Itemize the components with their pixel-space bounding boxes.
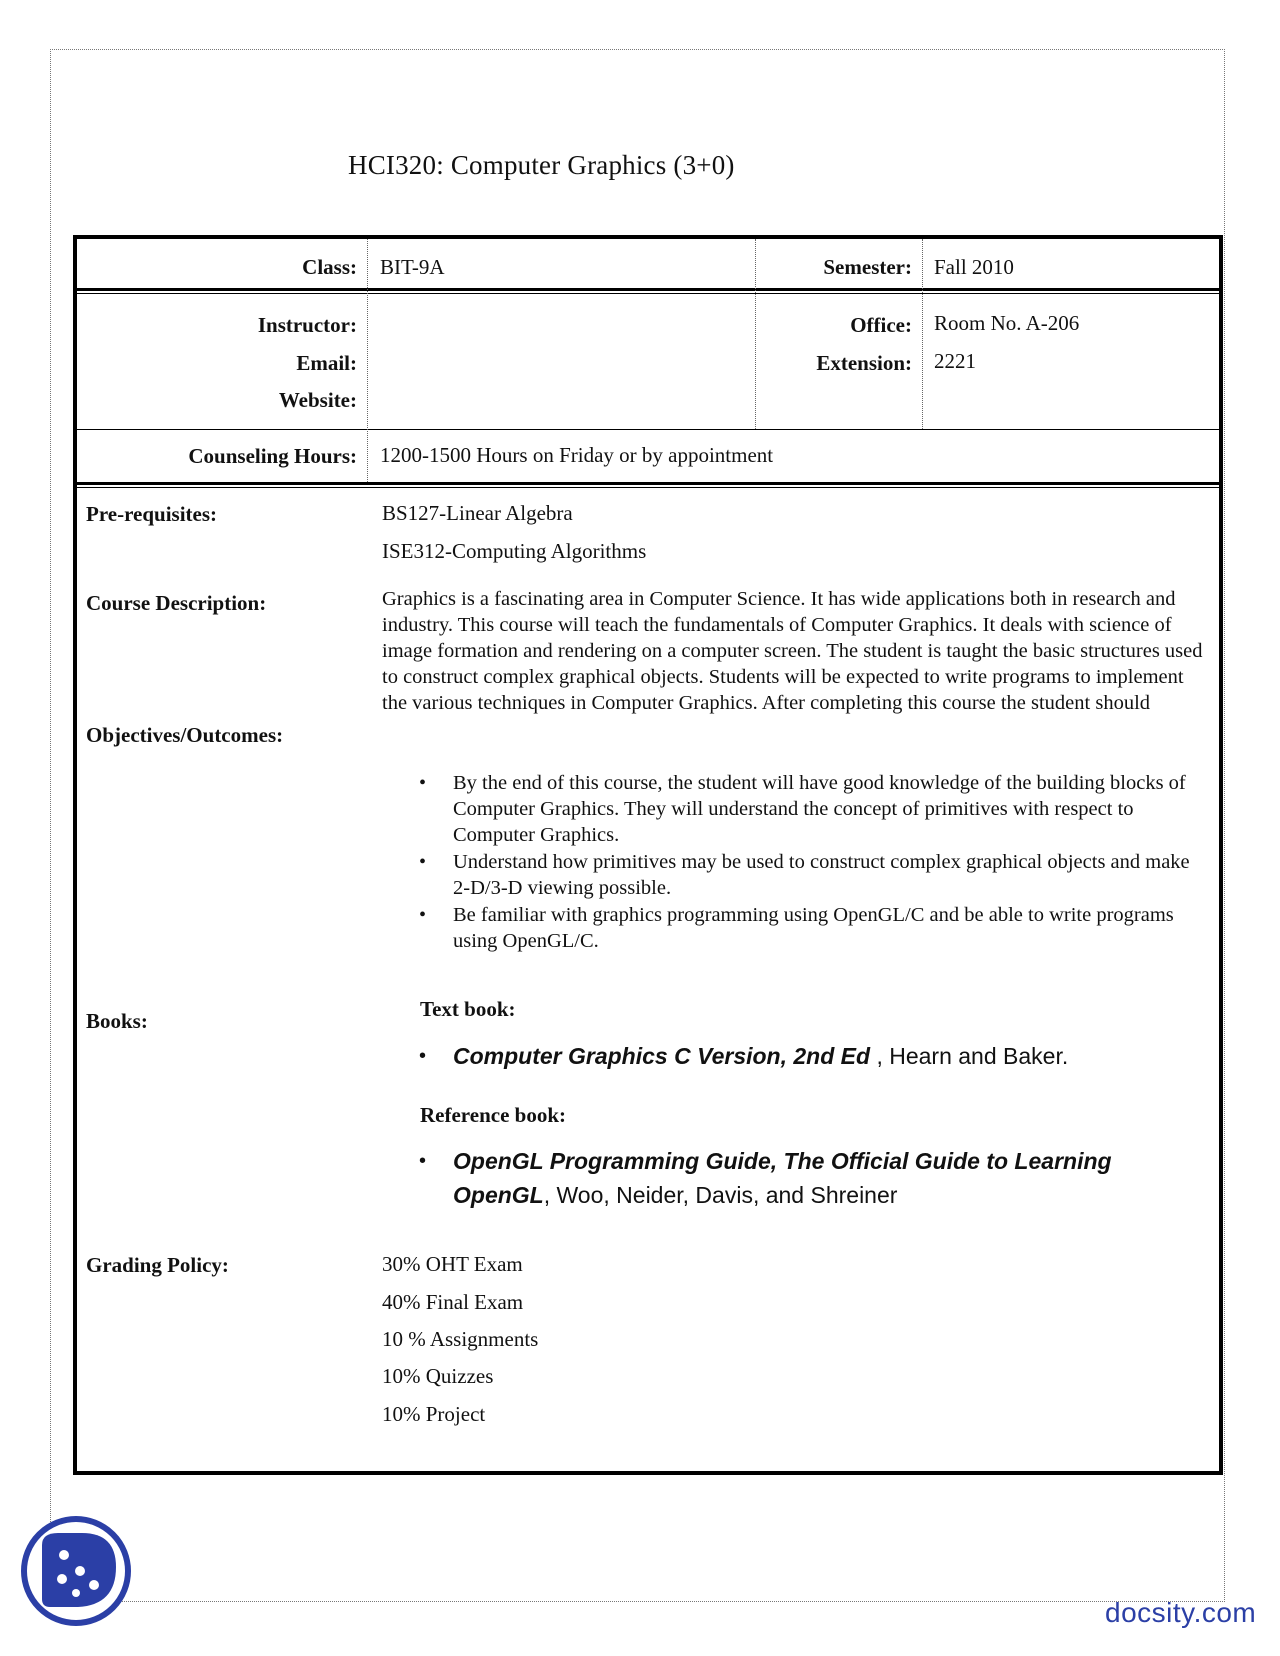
reference-book-label: Reference book:: [420, 1103, 566, 1127]
text-book-title: Computer Graphics C Version, 2nd Ed: [453, 1043, 871, 1069]
list-item: • Understand how primitives may be used to construct complex graphical objects and make 2-D/3-D viewing possible.: [417, 849, 1197, 901]
bullet-icon: •: [419, 1045, 427, 1067]
reference-book-entry: [417, 1144, 1197, 1212]
semester-value: Fall 2010: [934, 255, 1014, 279]
row-divider: [77, 288, 1219, 294]
reference-book-authors: , Woo, Neider, Davis, and Shreiner: [543, 1182, 898, 1208]
email-label: Email:: [296, 351, 357, 375]
counseling-value: 1200-1500 Hours on Friday or by appointment: [380, 443, 774, 467]
row-divider: [77, 482, 1219, 488]
text-book-authors: , Hearn and Baker.: [870, 1043, 1069, 1069]
office-value: Room No. A-206: [934, 311, 1080, 335]
text-book-label: Text book:: [420, 997, 516, 1021]
reference-book-title: OpenGL Programming Guide, The Official Guide to Learning OpenGL: [453, 1148, 1112, 1208]
books-label: Books:: [86, 1009, 148, 1033]
syllabus-table: [73, 235, 1223, 1475]
docsity-brand-link[interactable]: docsity.com: [1105, 1597, 1257, 1628]
semester-label: Semester:: [823, 255, 912, 279]
row-divider: [77, 429, 1219, 430]
prereq-item: BS127-Linear Algebra: [382, 501, 573, 525]
list-item: • By the end of this course, the student will have good knowledge of the building blocks of Computer Graphics. They will understand the concept of primitives with respect to Computer Graphics.: [417, 770, 1197, 848]
class-label: Class:: [302, 255, 357, 279]
grading-item: 10 % Assignments: [382, 1327, 539, 1351]
objectives-list: [417, 770, 1197, 955]
grading-item: 40% Final Exam: [382, 1290, 524, 1314]
extension-label: Extension:: [816, 351, 912, 375]
description-text: Graphics is a fascinating area in Computer Science. It has wide applications both in research and industry. This course will teach the fundamentals of Computer Graphics. It deals with science of image formation and rendering on a computer screen. The student is taught the basic structures used to construct complex graphical objects. Students will be expected to write programs to implement the various techniques in Computer Graphics. After completing this course the student should: [382, 588, 1203, 714]
extension-value: 2221: [934, 349, 976, 373]
prereq-item: ISE312-Computing Algorithms: [382, 539, 647, 563]
column-divider: [367, 239, 368, 482]
bullet-icon: •: [419, 1150, 427, 1172]
docsity-logo-icon[interactable]: [20, 1515, 132, 1627]
text-book-entry: [417, 1039, 1197, 1073]
column-divider: [922, 239, 923, 429]
grading-item: 30% OHT Exam: [382, 1252, 523, 1276]
column-divider: [755, 239, 756, 429]
page-title: HCI320: Computer Graphics (3+0): [348, 150, 735, 180]
description-label: Course Description:: [86, 591, 267, 615]
grading-label: Grading Policy:: [86, 1253, 229, 1277]
list-item: • Be familiar with graphics programming using OpenGL/C and be able to write programs using OpenGL/C.: [417, 902, 1197, 954]
website-label: Website:: [278, 388, 357, 412]
instructor-label: Instructor:: [257, 313, 357, 337]
objectives-label: Objectives/Outcomes:: [86, 723, 284, 747]
class-value: BIT-9A: [380, 255, 445, 279]
counseling-label: Counseling Hours:: [188, 444, 357, 468]
grading-item: 10% Quizzes: [382, 1364, 494, 1388]
office-label: Office:: [850, 313, 912, 337]
grading-item: 10% Project: [382, 1402, 486, 1426]
prereq-label: Pre-requisites:: [86, 502, 218, 526]
